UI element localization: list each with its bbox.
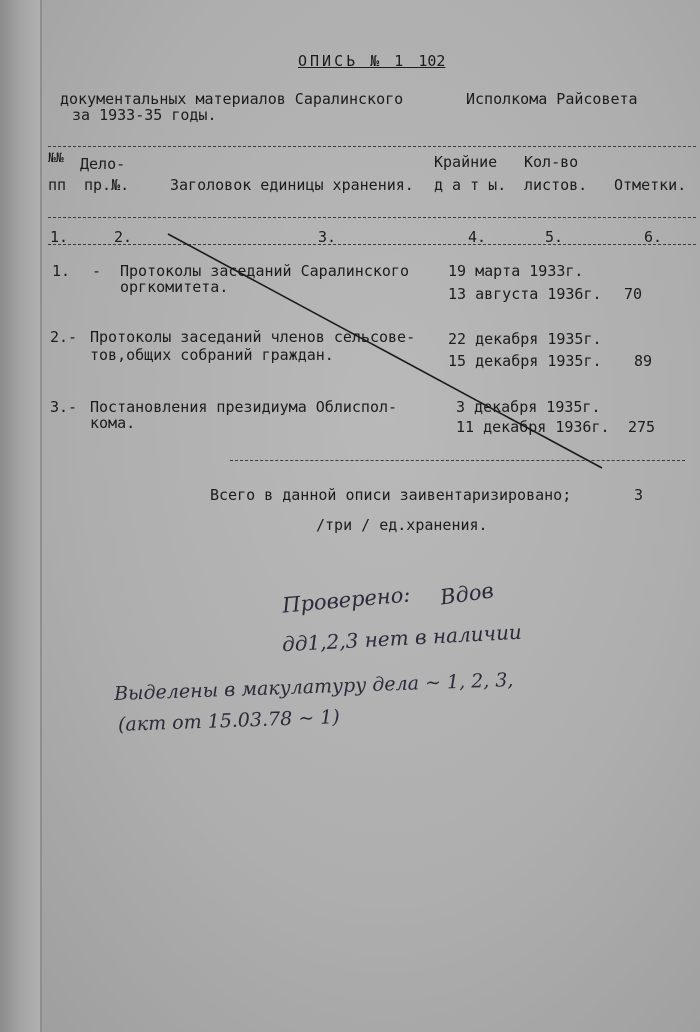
handwritten-discard-note-line2: (акт от 15.03.78 ~ 1): [117, 706, 341, 736]
colnum-5: 5.: [545, 228, 564, 246]
col-dates-bottom: д а т ы.: [434, 176, 507, 194]
row-date-from: 19 марта 1933г.: [448, 262, 584, 280]
row-date-from: 3 декабря 1935г.: [456, 398, 601, 416]
summary-line2: /три / ед.хранения.: [316, 516, 488, 534]
row-title-line1: Протоколы заседаний членов сельсове-: [90, 328, 416, 346]
col-sheets-top: Кол-во: [524, 153, 579, 171]
row-date-to: 13 августа 1936г.: [448, 285, 602, 303]
row-sheets: 275: [628, 418, 656, 436]
subtitle-line1-b: Исполкома Райсовета: [466, 90, 638, 108]
col-notes-header: Отметки.: [614, 176, 687, 194]
row-title-line2: кома.: [90, 414, 136, 432]
row-title-line2: тов,общих собраний граждан.: [90, 346, 334, 364]
row-num: 1.: [52, 262, 71, 280]
row-sheets: 70: [624, 285, 643, 303]
colnum-2: 2.: [114, 228, 133, 246]
handwritten-discard-note-line1: Выделены в макулатуру дела ~ 1, 2, 3,: [113, 669, 514, 705]
colnum-4: 4.: [468, 228, 487, 246]
colnum-3: 3.: [318, 228, 337, 246]
subtitle-line1-a: документальных материалов Саралинского: [60, 90, 404, 108]
inventory-title-number: 102: [418, 52, 446, 70]
col-case-bottom: пр.№.: [84, 176, 130, 194]
col-title-header: Заголовок единицы хранения.: [170, 176, 414, 194]
row-title-line1: Постановления президиума Облиспол-: [90, 398, 398, 416]
handwritten-missing-note: дд1,2,3 нет в наличии: [281, 619, 523, 657]
row-case: -: [92, 262, 102, 280]
row-sheets: 89: [634, 352, 653, 370]
row-date-to: 15 декабря 1935г.: [448, 352, 602, 370]
summary-line1: Всего в данной описи заивентаризировано;: [210, 486, 572, 504]
col-case-top: Дело-: [80, 155, 126, 173]
col-num-top: №№: [48, 151, 64, 166]
row-title-line1: Протоколы заседаний Саралинского: [120, 262, 409, 280]
col-sheets-bottom: листов.: [524, 176, 588, 194]
row-date-to: 11 декабря 1936г.: [456, 418, 610, 436]
col-num-bottom: пп: [48, 176, 67, 194]
row-num: 2.-: [50, 328, 78, 346]
handwritten-checked-signature: Вдов: [438, 578, 496, 610]
colnum-6: 6.: [644, 228, 663, 246]
row-num: 3.-: [50, 398, 78, 416]
handwritten-checked-label: Проверено:: [281, 582, 412, 618]
summary-count: 3: [634, 486, 644, 504]
subtitle-line2: за 1933-35 годы.: [72, 106, 217, 124]
row-title-line2: оргкомитета.: [120, 278, 229, 296]
row-date-from: 22 декабря 1935г.: [448, 330, 602, 348]
colnum-1: 1.: [50, 228, 69, 246]
inventory-title-prefix: ОПИСЬ № 1: [298, 52, 407, 70]
col-dates-top: Крайние: [434, 153, 498, 171]
